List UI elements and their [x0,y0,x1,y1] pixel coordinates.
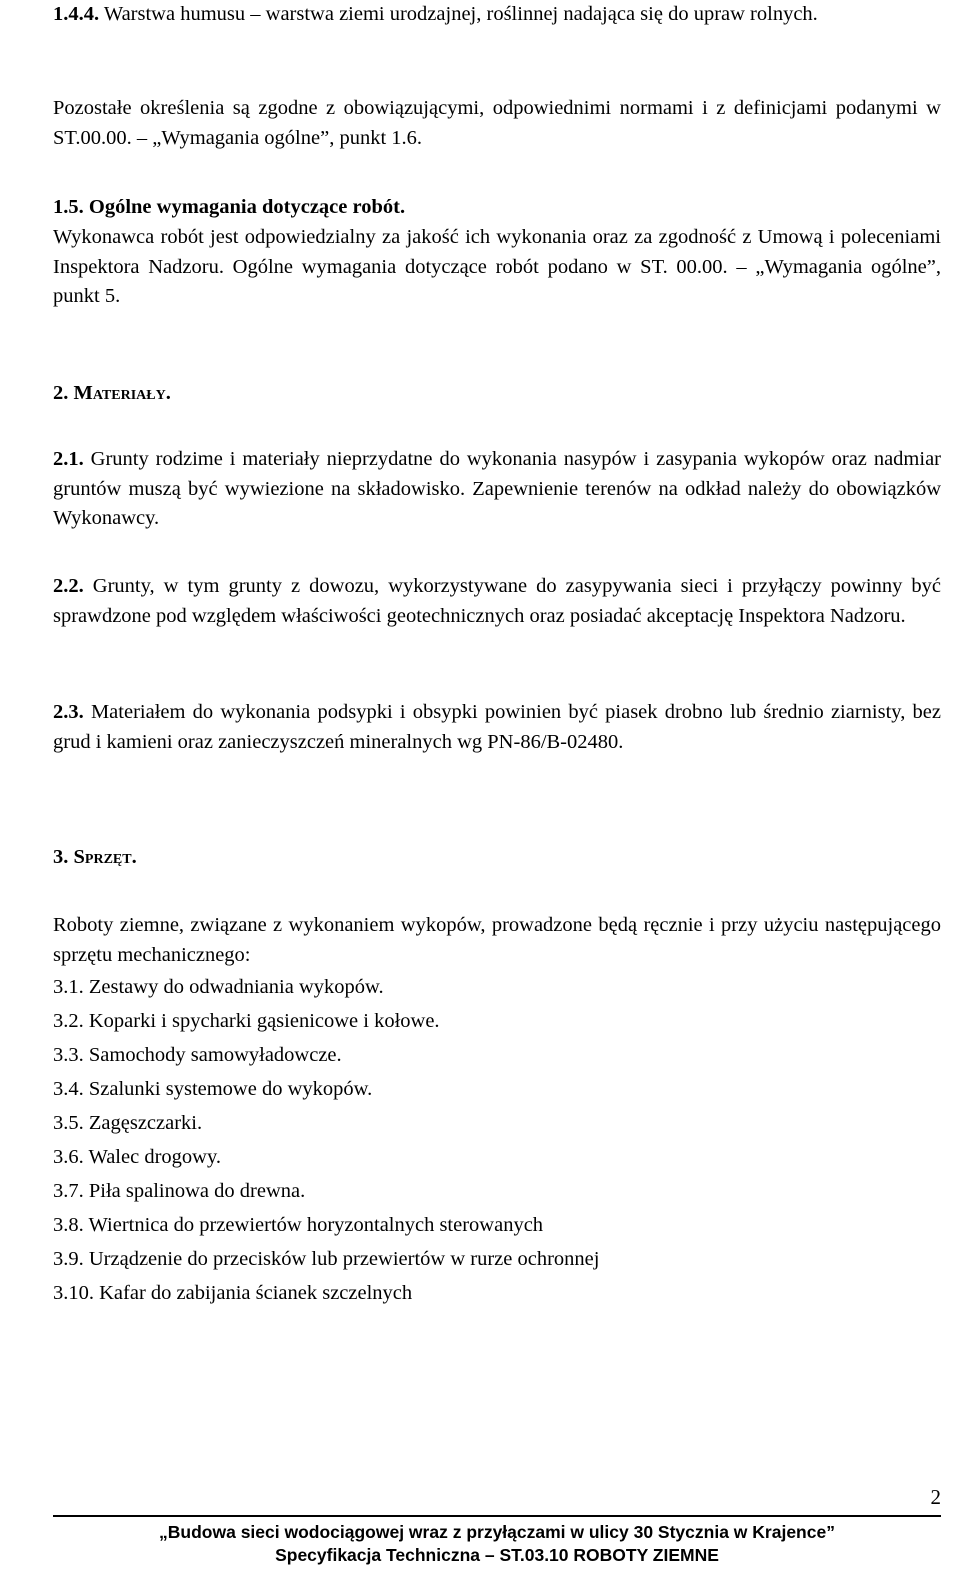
list-item: 3.8. Wiertnica do przewiertów horyzontalnych sterowanych [53,1214,544,1236]
section-text: Grunty rodzime i materiały nieprzydatne do wykonania nasypów i zasypania wykopów oraz nadmiar gruntów muszą być wywiezione na składowisko. Zapewnienie terenów na odkład należy do obowiązków Wykonawcy. [53,448,941,529]
section-2-1 [53,445,941,534]
list-item: 3.6. Walec drogowy. [53,1146,222,1168]
chapter-2-heading [53,379,941,409]
section-heading: 1.5. Ogólne wymagania dotyczące robót. [53,196,406,218]
footer-spec-title: Specyfikacja Techniczna – ST.03.10 ROBOTY ZIEMNE [275,1545,719,1565]
list-item: 3.4. Szalunki systemowe do wykopów. [53,1078,373,1100]
section-1-4-4 [53,0,941,30]
chapter-title: Sprzęt. [73,846,137,868]
chapter-title: Materiały. [73,382,171,404]
chapter-3-heading [53,843,941,873]
footer-divider [53,1515,941,1517]
section-2-3 [53,698,941,757]
section-number: 2.1. [53,448,84,470]
section-1-5-text: Wykonawca robót jest odpowiedzialny za jakość ich wykonania oraz za zgodność z Umową i poleceniami Inspektora Nadzoru. Ogólne wymagania dotyczące robót podano w ST. 00.00. – „Wymagania ogólne”, punkt 5. [53,226,941,307]
section-text: Grunty, w tym grunty z dowozu, wykorzystywane do zasypywania sieci i przyłączy powinny być sprawdzone pod względem właściwości geotechnicznych oraz posiadać akceptację Inspektora Nadzoru. [53,575,941,627]
section-number: 2.3. [53,701,84,723]
section-number: 2.2. [53,575,84,597]
section-1-5-heading [53,193,941,223]
chapter-number: 3. [53,846,74,868]
document-page [53,0,941,1591]
list-item: 3.1. Zestawy do odwadniania wykopów. [53,976,384,998]
section-2-2 [53,572,941,631]
list-item: 3.5. Zagęszczarki. [53,1112,203,1134]
section-text: Materiałem do wykonania podsypki i obsypki powinien być piasek drobno lub średnio ziarnisty, bez grud i kamieni oraz zanieczyszczeń mineralnych wg PN-86/B-02480. [53,701,941,753]
paragraph-other-definitions: Pozostałe określenia są zgodne z obowiązującymi, odpowiednimi normami i z definicjami podanymi w ST.00.00. – „Wymagania ogólne”, punkt 1.6. [53,97,941,149]
list-item: 3.9. Urządzenie do przecisków lub przewiertów w rurze ochronnej [53,1248,600,1270]
chapter-number: 2. [53,382,74,404]
list-item: 3.2. Koparki i spycharki gąsienicowe i kołowe. [53,1010,440,1032]
list-item: 3.3. Samochody samowyładowcze. [53,1044,342,1066]
footer-project-title: „Budowa sieci wodociągowej wraz z przyłączami w ulicy 30 Stycznia w Krajence” [159,1522,835,1542]
paragraph-equipment-intro: Roboty ziemne, związane z wykonaniem wykopów, prowadzone będą ręcznie i przy użyciu następującego sprzętu mechanicznego: [53,914,941,966]
list-item: 3.10. Kafar do zabijania ścianek szczelnych [53,1282,413,1304]
page-number: 2 [930,1485,941,1509]
section-number: 1.4.4. [53,3,100,25]
section-text: Warstwa humusu – warstwa ziemi urodzajnej, roślinnej nadająca się do upraw rolnych. [99,3,818,25]
list-item: 3.7. Piła spalinowa do drewna. [53,1180,306,1202]
